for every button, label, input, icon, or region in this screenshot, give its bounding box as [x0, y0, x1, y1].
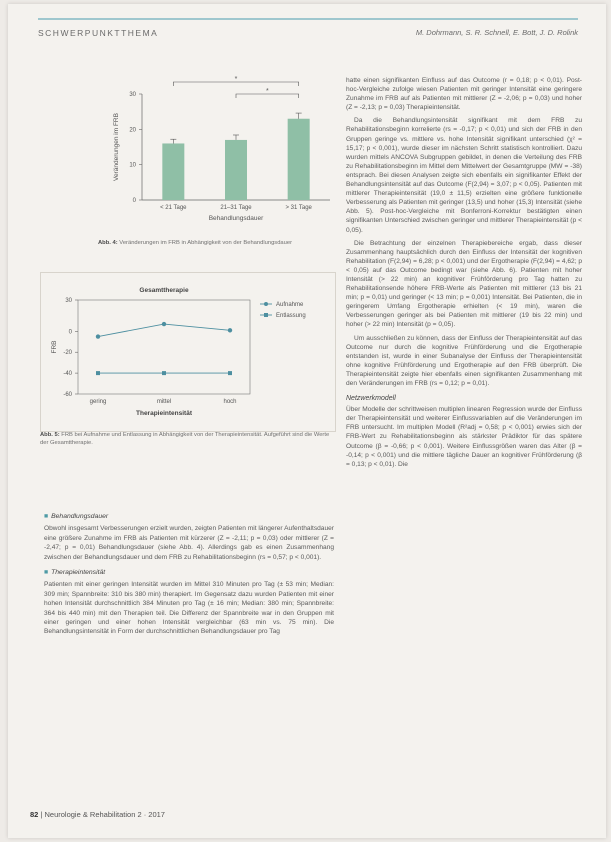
caption-label: Abb. 5:	[40, 432, 60, 438]
paragraph: Die Betrachtung der einzelnen Therapiebereiche ergab, dass dieser Zusammenhang hauptsächlich durch den Einfluss der Intensität der kognitiven Rehabilitation (F(2,94) = 6,28; p < 0,001) und der Ergotherapie (F(2,94) = 4,62; p < 0,05) auf das Outcome bedingt war (siehe Abb. 6). Patienten mit hoher Intensität (> 22 min) an kognitiver Frühförderung pro Tag hatten zu Rehabilitationsende höhere FRB-Werte als Patienten mit mittlerer (13 bis 21 min; p = 0,01) und geringer (< 13 min; p = 0,001) Intensität. Bei Patienten, die in geringerem Umfang Ergotherapie erhielten (< 19 min), waren die Verbesserungen geringer als bei Patienten mit mittlerer (19 bis 22 min) und hoher (> 22 min) Intensität (p = 0,05).	[346, 239, 582, 329]
figure-4-bar-chart	[98, 72, 338, 232]
x-tick-label: mittel	[156, 399, 172, 405]
plot-frame	[78, 300, 250, 394]
y-tick-label: 30	[65, 298, 72, 304]
caption-text: FRB bei Aufnahme und Entlassung in Abhängigkeit von der Therapieintensität. Aufgeführt sind die Werte der Gesamttherapie.	[40, 432, 330, 446]
data-point	[162, 322, 166, 326]
y-tick-label: 10	[129, 162, 136, 169]
caption-text: Veränderungen im FRB in Abhängigkeit von der Behandlungsdauer	[119, 240, 293, 246]
y-tick-label: 20	[129, 127, 136, 134]
subheading: Netzwerkmodell	[346, 395, 396, 403]
page-number: 82	[30, 810, 39, 819]
x-axis-label: Therapieintensität	[136, 410, 192, 417]
figure-4-caption	[98, 240, 328, 248]
page-footer	[30, 810, 165, 819]
y-axis-label: Veränderungen im FRB	[113, 113, 120, 181]
legend-label: Entlassung	[276, 313, 306, 319]
caption-label: Abb. 4:	[98, 240, 118, 246]
x-tick-label: > 31 Tage	[285, 205, 312, 211]
figure-5-line-chart	[44, 282, 332, 432]
footer-separator: |	[40, 810, 45, 819]
journal-name: Neurologie & Rehabilitation 2 · 2017	[44, 810, 165, 819]
x-tick-label: gering	[89, 399, 107, 405]
bar	[288, 119, 310, 200]
data-point	[162, 371, 166, 375]
section-label: SCHWERPUNKTTHEMA	[38, 28, 159, 38]
legend-label: Aufnahme	[276, 302, 304, 308]
data-point	[96, 371, 100, 375]
paragraph: Obwohl insgesamt Verbesserungen erzielt wurden, zeigten Patienten mit längerer Aufenthaltsdauer eine größere Zunahme im FRB als Patienten mit kürzerer (Z = -2,11; p = 0,03) oder mittlerer (Z = -2,47; p = 0,01) Behandlungsdauer (siehe Abb. 4). Allerdings gab es einen Zusammenhang zwischen der Behandlungsdauer und dem FRB zu Rehabilitationsbeginn (rs = 0,57; p < 0,001).	[44, 525, 334, 561]
x-tick-label: 21–31 Tage	[220, 205, 252, 211]
data-point	[228, 371, 232, 375]
y-tick-label: 0	[68, 329, 72, 336]
subheading: ■ Behandlungsdauer	[44, 513, 109, 520]
y-axis-label: FRB	[51, 340, 58, 354]
y-tick-label: -20	[63, 350, 72, 357]
y-tick-label: 30	[129, 92, 136, 98]
subheading: ■ Therapieintensität	[44, 569, 106, 577]
left-column	[44, 512, 334, 641]
paragraph: Um ausschließen zu können, dass der Einfluss der Therapieintensität auf das Outcome nur durch die kognitive Frühförderung und die Ergotherapie entstanden ist, wurde in einer Subanalyse der Einfluss der Therapieintensität ohne kognitive Frühförderung und Ergotherapie auf den FRB überprüft. Die Therapieintensität zeigte hier ebenfalls einen signifikanten Zusammenhang mit den Veränderungen im FRB (rs = 0,12; p = 0,01).	[346, 334, 582, 387]
paragraph: Über Modelle der schrittweisen multiplen linearen Regression wurde der Einfluss der Therapieintensität und weiterer Einflussvariablen auf die Veränderungen im FRB untersucht. Im multiplen Modell (R²adj = 0,58; p < 0,001) erwies sich der FRB-Wert zu Rehabilitationsbeginn als stärkster Prädiktor für das spätere Outcome (β = -0,66; p < 0,001). Weitere Einflussgrößen waren das Alter (β = -0,14; p < 0,001) und die mittlere tägliche Dauer an kognitiver Frühförderung (β = 0,13; p < 0,01). Die	[346, 406, 582, 468]
bar	[162, 143, 184, 200]
y-tick-label: -40	[63, 371, 72, 378]
data-point	[228, 328, 232, 332]
significance-label: *	[234, 76, 238, 83]
paragraph: Da die Behandlungsintensität signifikant mit dem FRB zu Rehabilitationsbeginn korrelierte (rs = -0,17; p < 0,01) und sich der FRB in den Gruppen geringe vs. mittlere vs. hohe Intensität signifikant unterschied (χ² = 15,17; p < 0,001), wurde dieser im nächsten Schritt statistisch kontrolliert. Dazu wurden mittels ANCOVA Subgruppen gebildet, in denen die Verteilung des FRB zu Rehabilitationsbeginn im Mittel dem Mittelwert der Gesamtgruppe (MW = -38) entsprach. Bei diesen Analysen zeigte sich ebenfalls ein signifikanter Effekt der Behandlungsintensität auf das Outcome (F(2,94) = 3,07; p < 0,05). Patienten mit mittlerer Therapieintensität (19,0 ± 11,5) erzielten eine größere funktionelle Verbesserung als Patienten mit geringer (13,5) und hoher (15,3) Intensität (siehe Abb. 5). Post-hoc-Vergleiche mit Bonferroni-Korrektur bestätigten einen signifikanten Unterschied zwischen geringer und mittlerer Therapieintensität (p < 0,05).	[346, 117, 582, 234]
x-tick-label: < 21 Tage	[160, 205, 187, 211]
x-axis-label: Behandlungsdauer	[208, 215, 264, 222]
paragraph: hatte einen signifikanten Einfluss auf das Outcome (r = 0,18; p < 0,01). Post-hoc-Vergleiche zufolge wiesen Patienten mit geringer Intensität eine geringere Zunahme im FRB auf als Patienten mit mittlerer (Z = -2,06; p = 0,03) und hoher (Z = -2,13; p = 0,03) Therapieintensität.	[346, 77, 582, 112]
legend-marker	[264, 302, 268, 306]
significance-label: *	[265, 88, 269, 95]
data-point	[96, 334, 100, 338]
bar	[225, 140, 247, 200]
paragraph: Patienten mit einer geringen Intensität wurden im Mittel 310 Minuten pro Tag (± 53 min; Median: 309 min; Spannbreite: 310 bis 380 min) therapiert. Im Gegensatz dazu wurden Patienten mit einer hohen Intensität durchschnittlich 384 Minuten pro Tag (± 16 min; Median: 380 min; Spannbreite: 364 bis 440 min) mit den Therapien teil. Die Differenz der Spannbreite war in den Gruppen mit einer geringen und einer hohen Intensität vergleichbar (63 min vs. 75 min). Die Behandlungsintensität in Form der durchschnittlichen Behandlungsdauer pro Tag	[44, 581, 334, 636]
legend-marker	[264, 313, 268, 317]
chart-title: Gesamttherapie	[139, 287, 189, 294]
right-column	[346, 76, 582, 473]
header-rule	[38, 18, 578, 20]
x-tick-label: hoch	[223, 399, 237, 405]
running-authors: M. Dohrmann, S. R. Schnell, E. Bott, J. D. Rolink	[415, 28, 578, 37]
y-tick-label: 0	[132, 198, 136, 204]
figure-5-caption	[40, 432, 336, 447]
y-tick-label: -60	[63, 392, 72, 398]
